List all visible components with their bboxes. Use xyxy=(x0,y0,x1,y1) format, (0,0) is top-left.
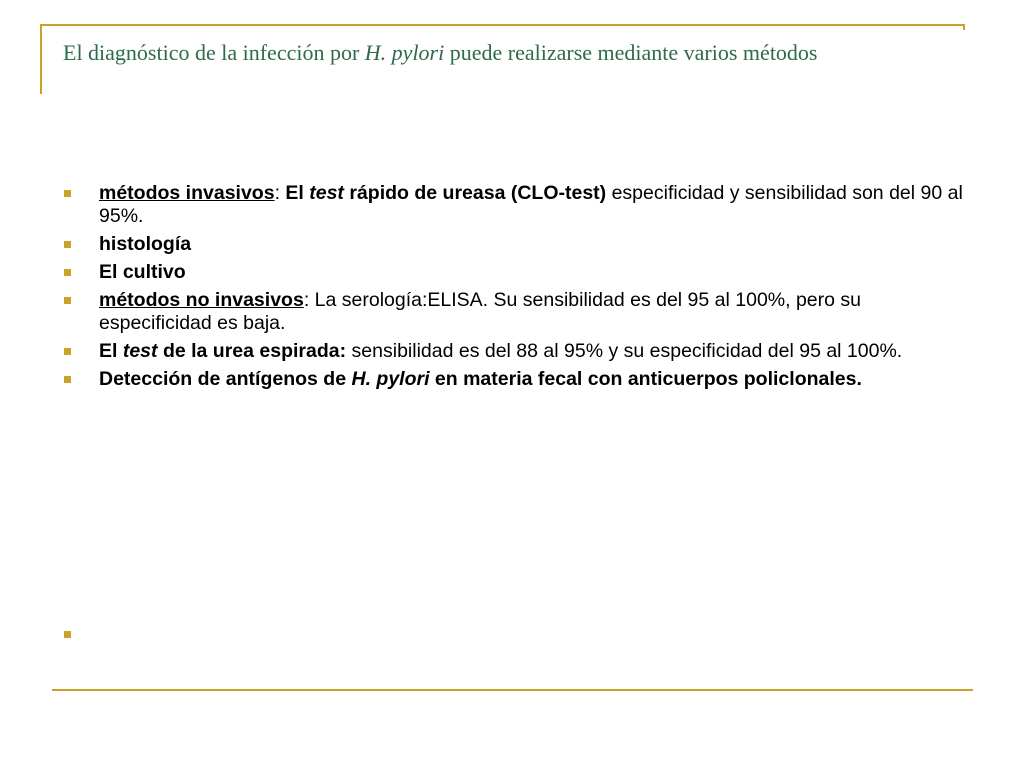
title-post: puede realizarse mediante varios métodos xyxy=(444,40,818,65)
bullet-bold-italic-text: test xyxy=(309,182,344,204)
bullet-invasive-methods xyxy=(64,182,964,228)
bullet-body-text: sensibilidad es del 88 al 95% y su especificidad del 95 al 100%. xyxy=(346,340,903,362)
bullet-body-text: : La serología:ELISA. Su sensibilidad es del 95 al 100%, pero su especificidad es baja. xyxy=(99,289,862,334)
bullet-heading: métodos invasivos xyxy=(99,182,275,204)
empty-square-bullet-icon xyxy=(64,631,71,638)
bullet-urea-breath-test xyxy=(64,340,964,363)
bullet-culture xyxy=(64,261,964,284)
top-frame-line xyxy=(40,24,965,26)
square-bullet-icon xyxy=(64,376,71,383)
bullet-histology xyxy=(64,233,964,256)
bullet-bold-text-2: rápido de ureasa (CLO-test) xyxy=(343,182,607,204)
bullet-sep: : xyxy=(274,182,286,204)
bullet-bold-text-2: en materia fecal con anticuerpos policlonales. xyxy=(429,368,862,390)
bullet-noninvasive-methods xyxy=(64,289,964,335)
bullet-bold-text: Detección de antígenos de xyxy=(99,368,352,390)
bullet-text: El cultivo xyxy=(99,261,186,283)
bullet-bold-italic-text: test xyxy=(122,340,158,362)
bullet-text: histología xyxy=(99,233,192,255)
square-bullet-icon xyxy=(64,241,71,248)
square-bullet-icon xyxy=(64,190,71,197)
bullet-bold-italic-text: H. pylori xyxy=(351,368,430,390)
left-frame-line xyxy=(40,24,42,94)
square-bullet-icon xyxy=(64,297,71,304)
square-bullet-icon xyxy=(64,348,71,355)
bullet-bold-text: El xyxy=(285,182,310,204)
bullet-body-text: especificidad y sensibilidad son del 90 al 95%. xyxy=(99,182,963,227)
title-pre: El diagnóstico de la infección por xyxy=(63,40,365,65)
bullet-bold-text-2: de la urea espirada: xyxy=(157,340,347,362)
title-italic: H. pylori xyxy=(364,40,445,65)
bullet-list xyxy=(64,182,964,396)
bullet-antigen-detection xyxy=(64,368,964,391)
bullet-bold-text: El xyxy=(99,340,123,362)
square-bullet-icon xyxy=(64,269,71,276)
right-frame-tick xyxy=(963,24,965,30)
slide-title xyxy=(63,40,818,66)
bullet-heading: métodos no invasivos xyxy=(99,289,304,311)
bottom-frame-line xyxy=(52,689,973,691)
